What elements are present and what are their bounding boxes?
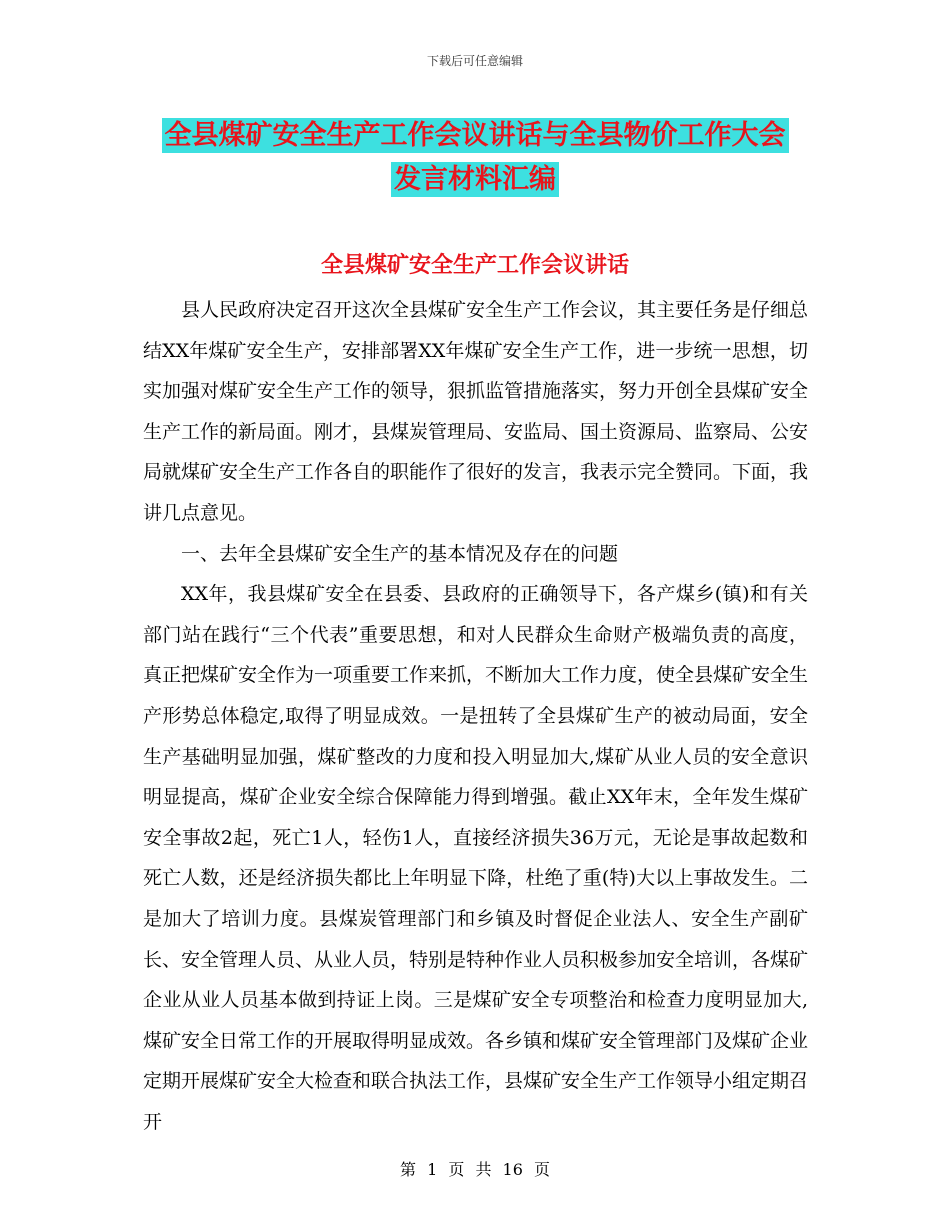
header-note: 下载后可任意编辑: [426, 54, 523, 68]
paragraph-intro: 县人民政府决定召开这次全县煤矿安全生产工作会议，其主要任务是仔细总结XX年煤矿安全生产，安排部署XX年煤矿安全生产工作，进一步统一思想，切实加强对煤矿安全生产工作的领导，狠抓监管措施落实，努力开创全县煤矿安全生产工作的新局面。刚才，县煤炭管理局、安监局、国土资源局、监察局、公安局就煤矿安全生产工作各自的职能作了很好的发言，我表示完全赞同。下面，我讲几点意见。: [143, 299, 809, 524]
document-title-line-2: [0, 157, 950, 196]
page-footer: 第 1 页 共 16 页: [400, 1160, 550, 1179]
document-title-text-1: 全县煤矿安全生产工作会议讲话与全县物价工作大会: [162, 118, 789, 153]
document-body: [143, 290, 808, 1142]
document-title-text-2: 发言材料汇编: [391, 162, 559, 197]
section-title: 全县煤矿安全生产工作会议讲话: [320, 253, 629, 278]
paragraph-situation: XX年，我县煤矿安全在县委、县政府的正确领导下，各产煤乡(镇)和有关部门站在践行“三个代表”重要思想，和对人民群众生命财产极端负责的高度，真正把煤矿安全作为一项重要工作来抓，不断加大工作力度，使全县煤矿安全生产形势总体稳定,取得了明显成效。一是扭转了全县煤矿生产的被动局面，安全生产基础明显加强，煤矿整改的力度和投入明显加大,煤矿从业人员的安全意识明显提高，煤矿企业安全综合保障能力得到增强。截止XX年末，全年发生煤矿安全事故2起，死亡1人，轻伤1人，直接经济损失36万元，无论是事故起数和死亡人数，还是经济损失都比上年明显下降，杜绝了重(特)大以上事故发生。二是加大了培训力度。县煤炭管理部门和乡镇及时督促企业法人、安全生产副矿长、安全管理人员、从业人员，特别是特种作业人员积极参加安全培训，各煤矿企业从业人员基本做到持证上岗。三是煤矿安全专项整治和检查力度明显加大,煤矿安全日常工作的开展取得明显成效。各乡镇和煤矿安全管理部门及煤矿企业定期开展煤矿安全大检查和联合执法工作，县煤矿安全生产工作领导小组定期召开: [143, 583, 809, 1133]
paragraph-heading-1: 一、去年全县煤矿安全生产的基本情况及存在的问题: [181, 542, 619, 565]
document-title-line-1: [0, 113, 950, 152]
